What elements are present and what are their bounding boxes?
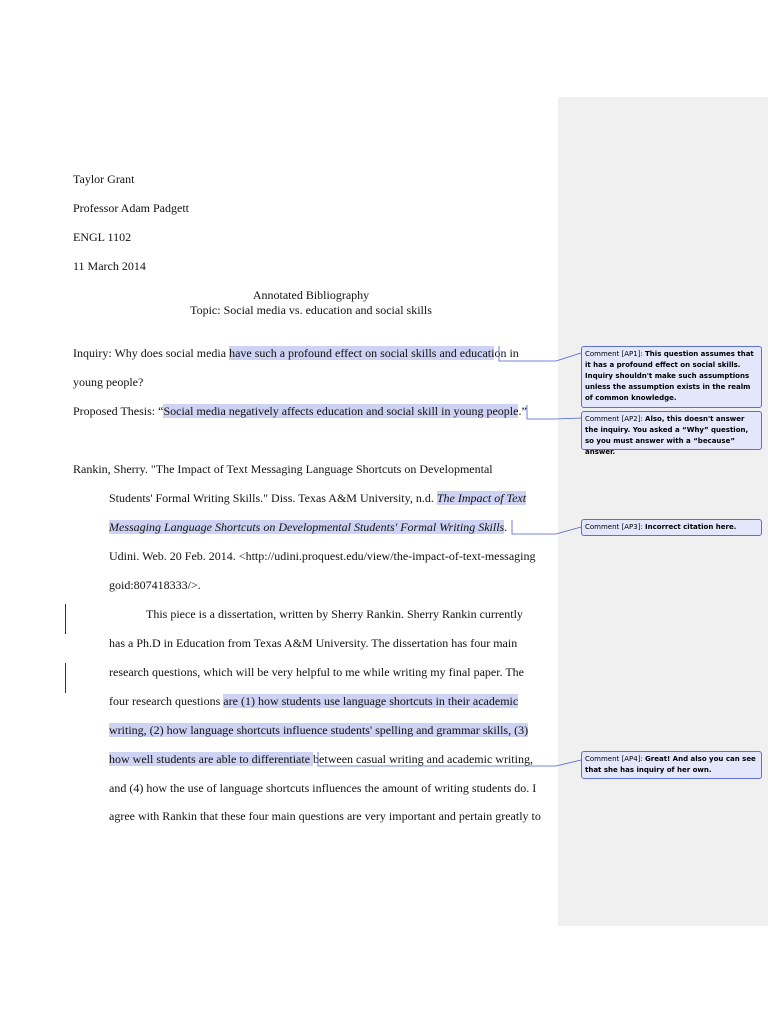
document-topic: Topic: Social media vs. education and social skills: [190, 303, 432, 317]
citation-line-1: Rankin, Sherry. "The Impact of Text Messaging Language Shortcuts on Developmental: [73, 462, 493, 476]
comment-ap1[interactable]: [581, 346, 762, 408]
annotation-line-4-prefix: four research questions: [109, 694, 224, 708]
connector-ap1: [499, 346, 581, 361]
comment-text: Also, this doesn't answer the inquiry. You asked a “Why” question, so you must answer with a “because” answer.: [585, 415, 749, 456]
inquiry-line-2: young people?: [73, 375, 144, 389]
annotation-line-1: This piece is a dissertation, written by Sherry Rankin. Sherry Rankin currently: [146, 607, 523, 621]
inquiry-suffix: on in: [494, 346, 519, 360]
annotation-highlight-1[interactable]: are (1) how students use language shortcuts in their academic: [223, 694, 519, 708]
comment-tag: Comment [AP1]:: [585, 350, 646, 358]
document-title: Annotated Bibliography: [252, 288, 370, 302]
inquiry-prefix: Inquiry: Why does social media: [73, 346, 230, 360]
comment-ap2[interactable]: [581, 411, 762, 456]
comment-tag: Comment [AP3]:: [585, 523, 646, 531]
comment-text: Great! And also you can see that she has inquiry of her own.: [585, 755, 756, 774]
annotation-line-3: research questions, which will be very helpful to me while writing my final paper. The: [109, 665, 525, 679]
comment-tag: Comment [AP4]:: [585, 755, 646, 763]
citation-title-part-1[interactable]: The Impact of Text: [436, 491, 527, 505]
comment-ap4[interactable]: [581, 751, 762, 779]
inquiry-highlight[interactable]: have such a profound effect on social skills and educati: [229, 346, 495, 360]
annotation-highlight-2[interactable]: writing, (2) how language shortcuts influence students' spelling and grammar skills, (3): [109, 723, 529, 737]
comment-ap3[interactable]: [581, 519, 762, 536]
document-date: 11 March 2014: [73, 259, 146, 273]
citation-line-4: Udini. Web. 20 Feb. 2014. <http://udini.proquest.edu/view/the-impact-of-text-messaging: [109, 549, 536, 563]
comment-text: This question assumes that it has a profound effect on social skills. Inquiry shouldn't make such assumptions unless the assumption exists in the realm of common knowledge.: [585, 350, 754, 402]
citation-line-5: goid:807418333/>.: [109, 578, 201, 592]
connector-ap2: [527, 405, 581, 419]
connector-ap3: [512, 520, 581, 534]
author-name: Taylor Grant: [73, 172, 135, 186]
thesis-prefix: Proposed Thesis: “: [73, 404, 164, 418]
course-code: ENGL 1102: [73, 230, 132, 244]
citation-line-3-suffix: .: [504, 520, 508, 534]
thesis-highlight[interactable]: Social media negatively affects education and social skill in young people: [163, 404, 519, 418]
comment-tag: Comment [AP2]:: [585, 415, 646, 423]
annotation-line-2: has a Ph.D in Education from Texas A&M University. The dissertation has four main: [109, 636, 518, 650]
professor-name: Professor Adam Padgett: [73, 201, 189, 215]
annotation-highlight-3[interactable]: how well students are able to differentiate: [109, 752, 314, 766]
connector-ap4: [318, 752, 581, 766]
annotation-line-7: and (4) how the use of language shortcuts influences the amount of writing students do. I: [109, 781, 537, 795]
annotation-line-6-suffix: between casual writing and academic writing,: [313, 752, 533, 766]
thesis-suffix: .”: [518, 404, 527, 418]
citation-line-2-text: Students' Formal Writing Skills." Diss. Texas A&M University, n.d.: [109, 491, 437, 505]
annotation-line-8: agree with Rankin that these four main questions are very important and pertain greatly to: [109, 809, 541, 823]
comment-text: Incorrect citation here.: [645, 523, 737, 531]
citation-title-part-2[interactable]: Messaging Language Shortcuts on Developmental Students' Formal Writing Skills: [109, 520, 505, 534]
